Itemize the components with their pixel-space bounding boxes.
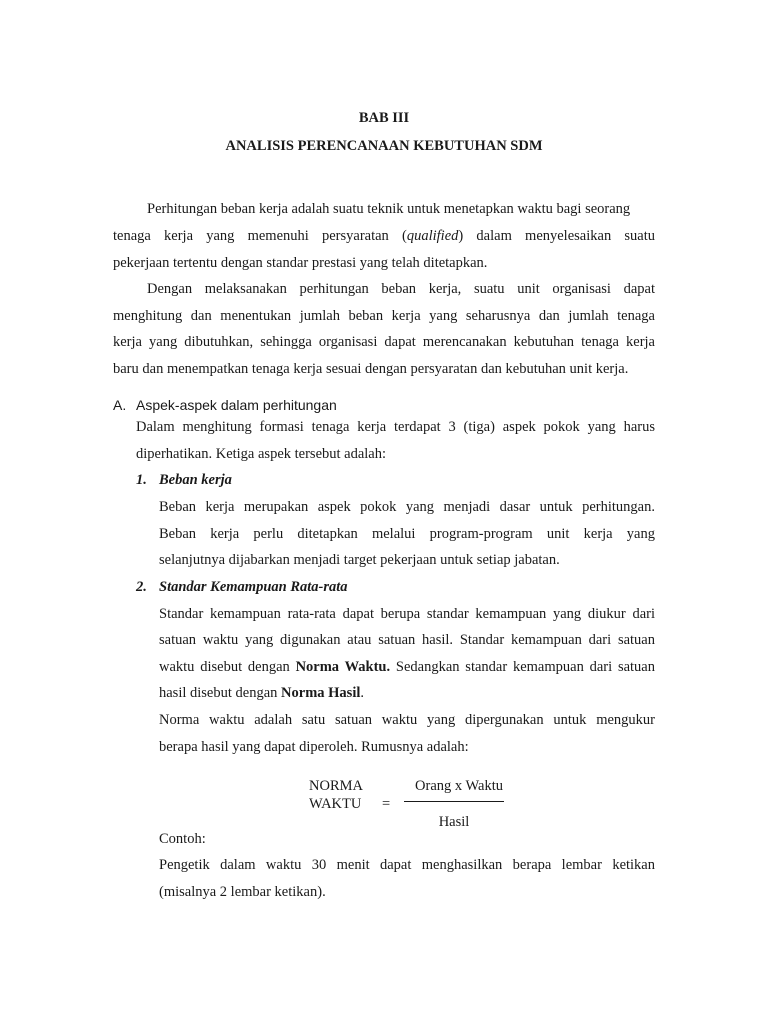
section-a-label: A. (113, 397, 127, 413)
item2-line-5: Norma waktu adalah satu satuan waktu yang dipergunakan untuk mengukur (159, 712, 655, 728)
formula-equals: = (382, 796, 391, 812)
item2-number: 2. (136, 579, 147, 595)
formula-lhs-bottom: WAKTU (309, 796, 362, 812)
item1-number: 1. (136, 472, 147, 488)
chapter-label: BAB III (358, 110, 410, 126)
item2-line-3: waktu disebut dengan Norma Waktu. Sedangkan standar kemampuan dari satuan (159, 659, 655, 675)
section-a-heading: Aspek-aspek dalam perhitungan (136, 397, 337, 413)
para2-line-4: baru dan menempatkan tenaga kerja sesuai dengan persyaratan dan kebutuhan unit kerja. (113, 361, 629, 377)
item2-line-6: berapa hasil yang dapat diperoleh. Rumusnya adalah: (159, 739, 469, 755)
formula-denominator: Hasil (438, 814, 470, 830)
formula-numerator: Orang x Waktu (415, 778, 503, 794)
example-line-1: Pengetik dalam waktu 30 menit dapat menghasilkan berapa lembar ketikan (159, 857, 655, 873)
item2-line-1: Standar kemampuan rata-rata dapat berupa standar kemampuan yang diukur dari (159, 606, 655, 622)
para1-line-3: pekerjaan tertentu dengan standar prestasi yang telah ditetapkan. (113, 255, 488, 271)
item2-title: Standar Kemampuan Rata-rata (159, 579, 348, 595)
example-label: Contoh: (159, 831, 206, 847)
para2-line-2: menghitung dan menentukan jumlah beban kerja yang seharusnya dan jumlah tenaga (113, 308, 655, 324)
section-a-intro-2: diperhatikan. Ketiga aspek tersebut adalah: (136, 446, 387, 462)
para1-line-2: tenaga kerja yang memenuhi persyaratan (qualified) dalam menyelesaikan suatu (113, 228, 655, 244)
para2-line-3: kerja yang dibutuhkan, sehingga organisasi dapat merencanakan kebutuhan tenaga kerja (113, 334, 655, 350)
item1-line-1: Beban kerja merupakan aspek pokok yang menjadi dasar untuk perhitungan. (159, 499, 655, 515)
item1-line-3: selanjutnya dijabarkan menjadi target pekerjaan untuk setiap jabatan. (159, 552, 560, 568)
section-a-intro-1: Dalam menghitung formasi tenaga kerja terdapat 3 (tiga) aspek pokok yang harus (136, 419, 655, 435)
item1-line-2: Beban kerja perlu ditetapkan melalui program-program unit kerja yang (159, 526, 655, 542)
fraction-bar (404, 801, 504, 802)
item2-line-4: hasil disebut dengan Norma Hasil. (159, 685, 364, 701)
item2-line-2: satuan waktu yang digunakan atau satuan hasil. Standar kemampuan dari satuan (159, 632, 655, 648)
formula-lhs-top: NORMA (309, 778, 363, 794)
item1-title: Beban kerja (159, 472, 232, 488)
para1-line-1: Perhitungan beban kerja adalah suatu teknik untuk menetapkan waktu bagi seorang (147, 201, 631, 217)
para2-line-1: Dengan melaksanakan perhitungan beban kerja, suatu unit organisasi dapat (147, 281, 655, 297)
example-line-2: (misalnya 2 lembar ketikan). (159, 884, 326, 900)
chapter-title: ANALISIS PERENCANAAN KEBUTUHAN SDM (225, 138, 543, 154)
